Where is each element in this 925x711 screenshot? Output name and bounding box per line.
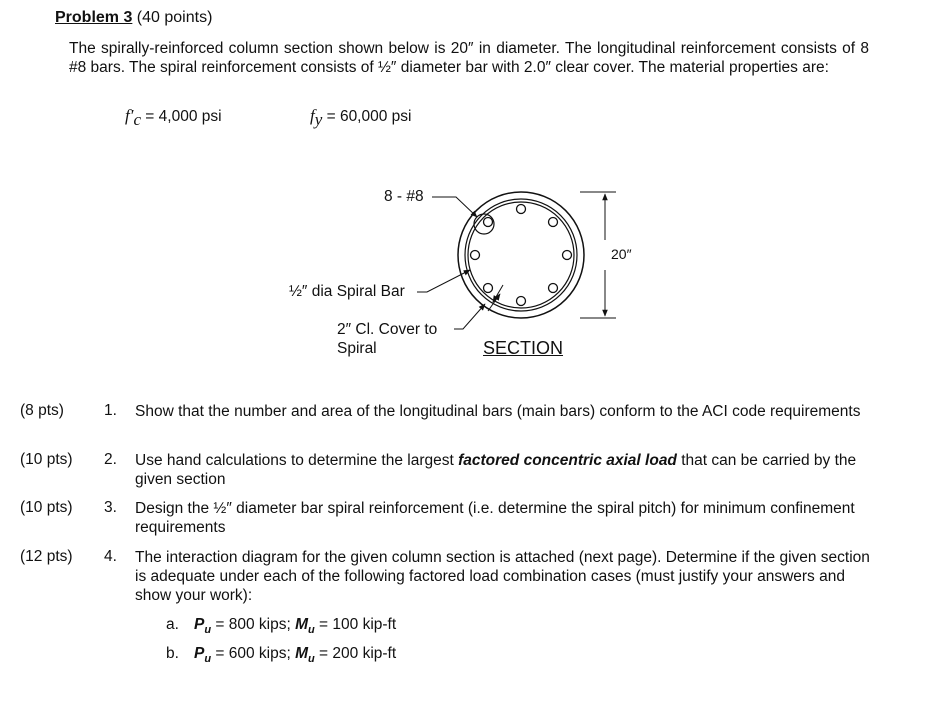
q4-text: The interaction diagram for the given column section is attached (next page). Determine if the given section is adequate under each of the following factored load combination cases (must justify your answers and show your work):: [135, 549, 870, 604]
q4-number: 4.: [104, 548, 117, 565]
problem-statement: The spirally-reinforced column section shown below is 20″ in diameter. The longitudinal reinforcement consists of 8 #8 bars. The spiral reinforcement consists of ½″ diameter bar with 2.0″ clear cover. The material properties are:: [69, 40, 869, 76]
cover-leader: [454, 304, 485, 329]
q2-text-after: that can be carried by the given section: [135, 452, 857, 488]
fy-symbol: f: [310, 106, 315, 125]
q4-points: (12 pts): [20, 548, 73, 565]
cover-arrow-in: [493, 285, 503, 302]
q3-number: 3.: [104, 499, 117, 516]
fy-value: = 60,000 psi: [322, 108, 412, 125]
case-a-text: [194, 616, 396, 636]
case-b-mu-sub: u: [308, 653, 315, 666]
case-a-pu-sub: u: [204, 624, 212, 637]
spiral-outer: [465, 199, 577, 311]
bars-label: 8 - #8: [384, 188, 424, 205]
case-a-mu-value: = 100 kip-ft: [314, 616, 397, 633]
rebar: [471, 251, 480, 260]
q2-number: 2.: [104, 451, 117, 468]
spiral-inner: [468, 202, 574, 308]
rebar: [484, 284, 493, 293]
case-b-mu-symbol: M: [295, 645, 309, 662]
case-a-mu-symbol: M: [295, 616, 309, 633]
problem-points: (40 points): [132, 9, 213, 26]
q3-points: (10 pts): [20, 499, 73, 516]
q2-text: [135, 451, 875, 489]
case-a-pu-value: = 800 kips;: [211, 616, 296, 633]
q2-points: (10 pts): [20, 451, 73, 468]
rebar: [517, 297, 526, 306]
q1-text: Show that the number and area of the longitudinal bars (main bars) conform to the ACI code requirements: [135, 403, 861, 420]
fc-symbol: f′: [125, 106, 134, 125]
spiral-leader: [417, 270, 470, 292]
case-b-letter: b.: [166, 645, 179, 662]
q3-text: Design the ½″ diameter bar spiral reinforcement (i.e. determine the spiral pitch) for minimum confinement requirements: [135, 500, 855, 536]
case-b-mu-value: = 200 kip-ft: [314, 645, 397, 662]
fy-subscript: y: [314, 110, 323, 130]
section-label: SECTION: [483, 338, 564, 358]
q2-text-emphasis: factored concentric axial load: [458, 452, 677, 469]
case-b-pu-symbol: P: [194, 645, 205, 662]
q1-points: (8 pts): [20, 402, 64, 419]
spiral-label: ½″ dia Spiral Bar: [289, 283, 405, 300]
cover-label-line1: 2″ Cl. Cover to: [337, 321, 438, 338]
rebar: [484, 218, 493, 227]
problem-number: Problem 3: [55, 9, 133, 26]
case-a-letter: a.: [166, 616, 179, 633]
q2-text-before: Use hand calculations to determine the largest: [135, 452, 459, 469]
rebar: [549, 284, 558, 293]
case-b-pu-sub: u: [204, 653, 212, 666]
case-b-pu-value: = 600 kips;: [211, 645, 296, 662]
case-a-mu-sub: u: [308, 624, 315, 637]
cover-label-line2: Spiral: [337, 340, 377, 357]
bars-leader: [432, 197, 477, 217]
q1-number: 1.: [104, 402, 117, 419]
fc-value: = 4,000 psi: [141, 108, 222, 125]
rebar: [563, 251, 572, 260]
rebar: [517, 205, 526, 214]
fc-subscript: c: [133, 110, 141, 130]
rebar: [549, 218, 558, 227]
case-a-pu-symbol: P: [194, 616, 205, 633]
diameter-label: 20″: [611, 246, 632, 262]
case-b-text: [194, 645, 396, 665]
